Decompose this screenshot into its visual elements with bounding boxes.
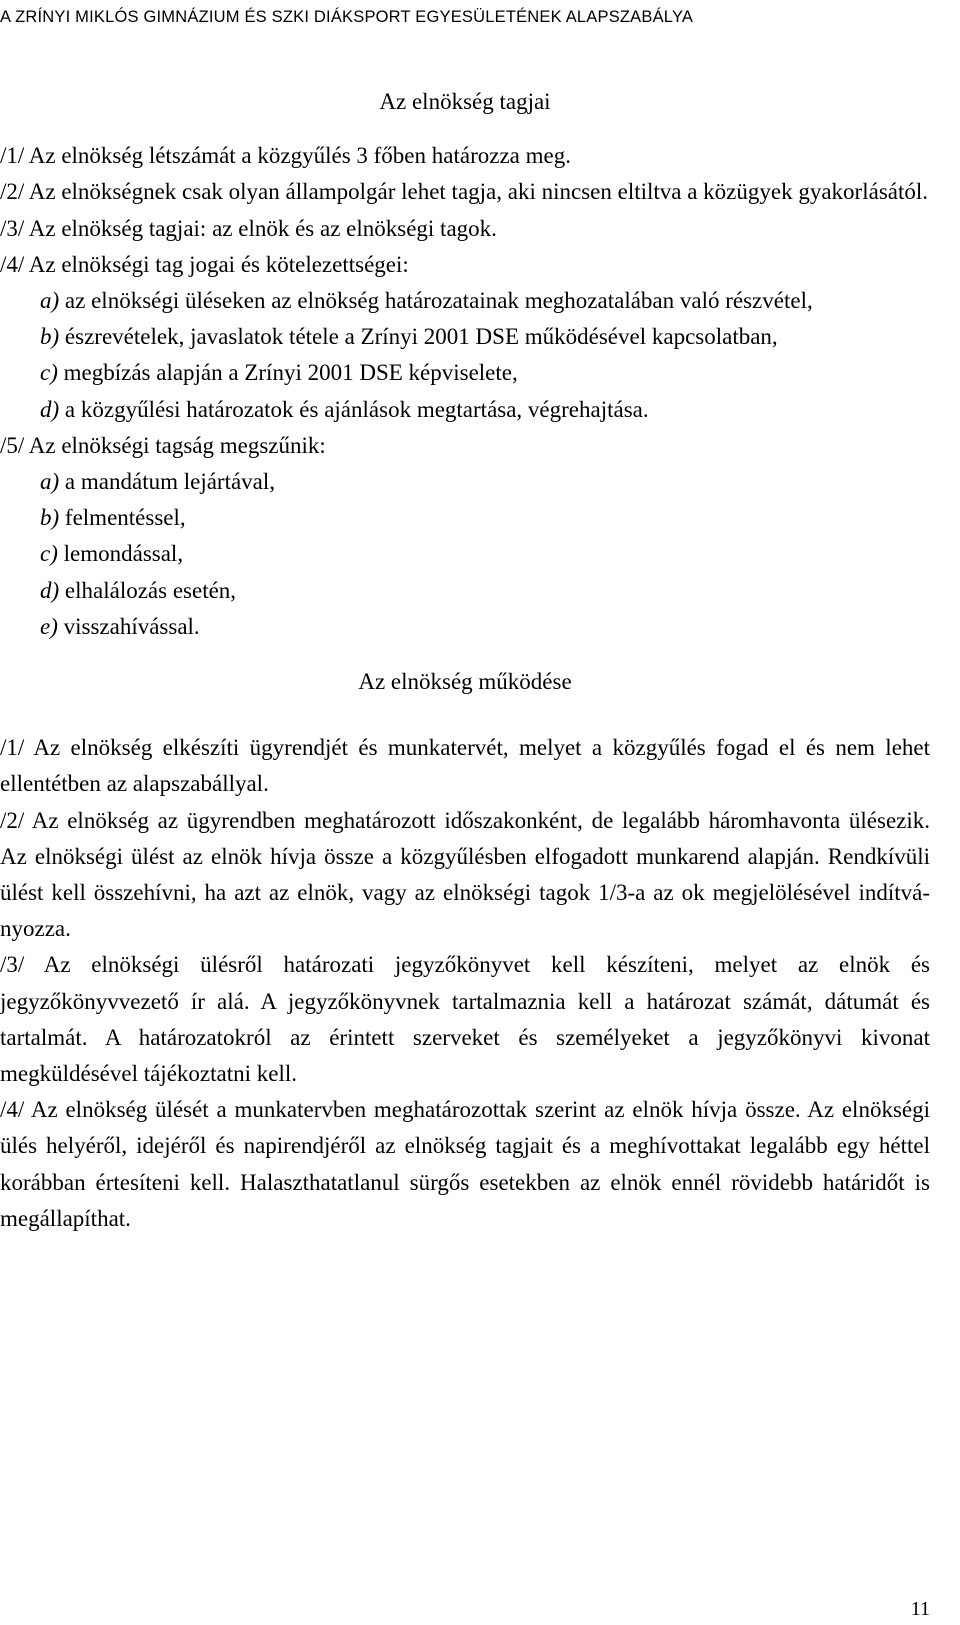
list-letter: d)	[40, 577, 60, 603]
list-letter: a)	[40, 288, 60, 314]
paragraph-s2-1: /1/ Az elnökség elkészíti ügyrendjét és munkatervét, melyet a közgyűlés fogad el és nem lehet ellentétben az alapszabállyal.	[0, 735, 930, 797]
list-letter: d)	[40, 396, 60, 422]
list-text: a mandátum lejártával,	[64, 469, 276, 495]
list-item	[0, 319, 930, 355]
termination-list	[0, 464, 930, 645]
list-letter: c)	[40, 360, 58, 386]
list-text: a közgyűlési határozatok és ajánlások megtartása, végrehajtása.	[64, 396, 649, 422]
paragraph-4: /4/ Az elnökségi tag jogai és kötelezettségei:	[0, 251, 409, 277]
list-letter: c)	[40, 541, 58, 567]
paragraph-s2-3: /3/ Az elnökségi ülésről határozati jegyzőkönyvet kell készíteni, melyet az elnök és jegyzőkönyvvezető ír alá. A jegyzőkönyvnek tartalmaznia kell a határozat számát, dátumát és tartalmát. A határozatokról az érintett szerveket és személyeket a jegyzőkönyvi kivonat megküldésével tájékoztatni kell.	[0, 952, 930, 1087]
list-letter: b)	[40, 324, 60, 350]
rights-list	[0, 283, 930, 428]
section-title-elnokseg-tagjai: Az elnökség tagjai	[379, 89, 551, 114]
page-number: 11	[910, 1598, 930, 1620]
list-text: észrevételek, javaslatok tétele a Zrínyi 2001 DSE működésével kapcsolatban,	[64, 324, 778, 350]
list-item	[0, 392, 930, 428]
list-letter: e)	[40, 613, 58, 639]
list-item	[0, 355, 930, 391]
list-text: felmentéssel,	[64, 505, 186, 531]
list-item	[0, 464, 930, 500]
list-item	[0, 283, 930, 319]
document-body	[0, 84, 930, 1237]
list-letter: b)	[40, 505, 60, 531]
paragraph-5: /5/ Az elnökségi tagság megszűnik:	[0, 432, 326, 458]
list-item	[0, 500, 930, 536]
list-text: elhalálozás esetén,	[64, 577, 237, 603]
list-text: az elnökségi üléseken az elnökség határozatainak meghozatalában való részvétel,	[64, 288, 813, 314]
running-header: A ZRÍNYI MIKLÓS GIMNÁZIUM ÉS SZKI DIÁKSPORT EGYESÜLETÉNEK ALAPSZABÁLYA	[0, 8, 694, 26]
list-item	[0, 609, 930, 645]
list-text: lemondással,	[63, 541, 184, 567]
list-text: visszahívással.	[63, 613, 200, 639]
list-text: megbízás alapján a Zrínyi 2001 DSE képviselete,	[63, 360, 518, 386]
list-item	[0, 573, 930, 609]
section-title-elnokseg-mukodese: Az elnökség működése	[358, 669, 572, 695]
paragraph-2: /2/ Az elnökségnek csak olyan állampolgár lehet tagja, aki nincsen eltiltva a közügyek gyakorlásától.	[0, 179, 929, 205]
list-item	[0, 536, 930, 572]
paragraph-3: /3/ Az elnökség tagjai: az elnök és az elnökségi tagok.	[0, 215, 497, 241]
paragraph-1: /1/ Az elnökség létszámát a közgyűlés 3 főben határozza meg.	[0, 143, 571, 169]
paragraph-s2-4: /4/ Az elnökség ülését a munkatervben meghatározottak szerint az elnök hívja össze. Az elnökségi ülés helyéről, idejéről és napirendjéről az elnökség tagjait és a meghívottakat legalább egy héttel korábban értesíteni kell. Halaszthatatlanul sürgős esetekben az elnök ennél rövidebb határidőt is megállapíthat.	[0, 1097, 930, 1231]
paragraph-s2-2: /2/ Az elnökség az ügyrendben meghatározott időszakonként, de legalább háromhavonta ülésezik. Az elnökségi ülést az elnök hívja össze a közgyűlésben elfogadott munkarend alapján. Rendkívüli ülést kell összehívni, ha azt az elnök, vagy az elnökségi tagok 1/3-a az ok megjelölésével indítványozza.	[0, 807, 930, 942]
list-letter: a)	[40, 469, 60, 495]
